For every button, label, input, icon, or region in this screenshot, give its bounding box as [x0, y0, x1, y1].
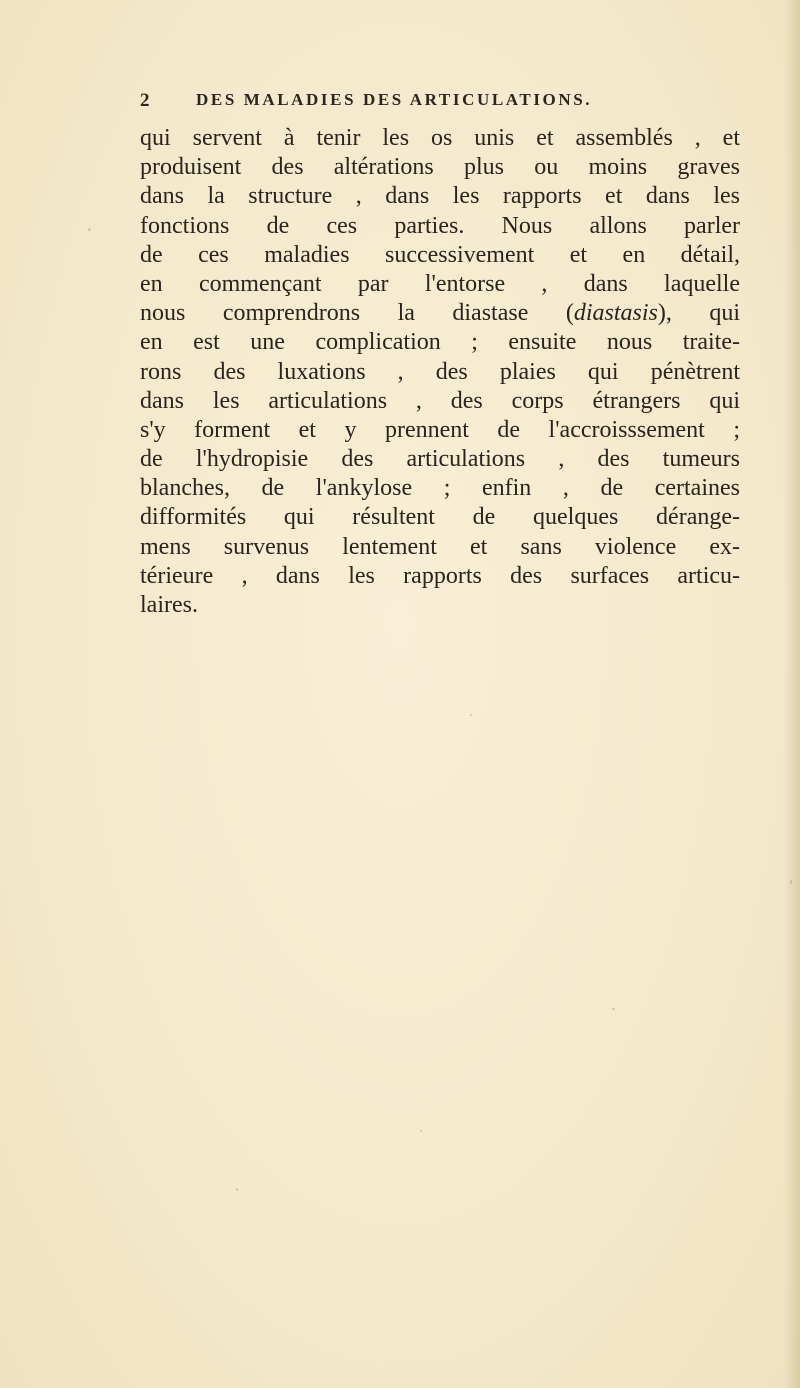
text-line: en commençant par l'entorse , dans laquelle: [140, 270, 740, 297]
text-line-last: laires.: [140, 592, 198, 618]
text-line: qui servent à tenir les os unis et assemblés , et: [140, 125, 740, 151]
text-line: fonctions de ces parties. Nous allons parler: [140, 212, 740, 239]
text-line: de l'hydropisie des articulations , des tumeurs: [140, 446, 740, 473]
text-line: rons des luxations , des plaies qui pénètrent: [140, 358, 740, 385]
running-title: DES MALADIES DES ARTICULATIONS.: [196, 90, 593, 109]
running-head: [140, 90, 700, 116]
text-line: produisent des altérations plus ou moins graves: [140, 154, 740, 181]
text-line: térieure , dans les rapports des surfaces articu-: [140, 562, 740, 589]
text-segment: nous comprendrons la diastase (: [140, 300, 574, 327]
text-line: dans les articulations , des corps étrangers qui: [140, 387, 740, 414]
text-segment: ), qui: [657, 300, 740, 327]
italic-term: diastasis: [573, 300, 658, 327]
text-line: difformités qui résultent de quelques dérange-: [140, 504, 740, 531]
text-line: s'y forment et y prennent de l'accroisssement ;: [140, 416, 740, 443]
text-line: mens survenus lentement et sans violence ex-: [140, 533, 740, 560]
text-line: [140, 299, 740, 328]
text-line: dans la structure , dans les rapports et dans les: [140, 183, 740, 210]
text-line: en est une complication ; ensuite nous traite-: [140, 329, 740, 356]
page-edge-shadow: [784, 0, 800, 1388]
page-number: 2: [140, 90, 150, 111]
body-text: [140, 124, 740, 620]
text-line: de ces maladies successivement et en détail,: [140, 241, 740, 268]
text-line: blanches, de l'ankylose ; enfin , de certaines: [140, 475, 740, 502]
